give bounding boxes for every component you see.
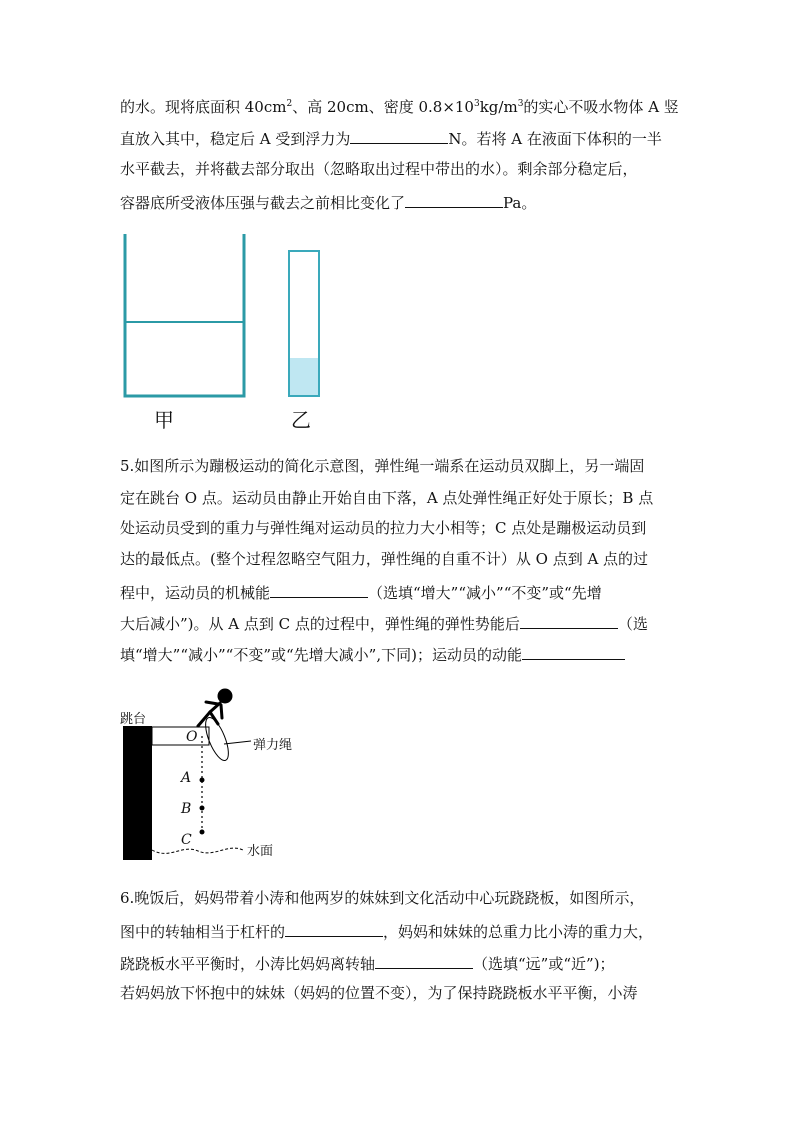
q5-line-1: 5.如图所示为蹦极运动的简化示意图，弹性绳一端系在运动员双脚上，另一端固	[120, 457, 645, 475]
bungee-diagram	[118, 684, 318, 866]
rope-label-leader	[224, 741, 251, 744]
q5-line-3: 处运动员受到的重力与弹性绳对运动员的拉力大小相等；C 点处是蹦极运动员到	[120, 519, 647, 537]
answer-blank-buoyancy[interactable]	[350, 127, 448, 144]
superscript-3b: 3	[517, 99, 524, 109]
q5-line-5: 程中，运动员的机械能 （选填“增大”“减小”“不变”或“先增	[120, 581, 602, 603]
platform-pillar	[123, 726, 152, 860]
platform-ledge	[152, 727, 209, 745]
q4-line-2: 直放入其中，稳定后 A 受到浮力为 N。若将 A 在液面下体积的一半	[120, 127, 662, 149]
water-surface-label: 水面	[247, 844, 274, 859]
container-jia	[125, 234, 244, 396]
point-c-label: C	[181, 832, 192, 848]
point-a-dot	[200, 778, 205, 783]
q4-line-3: 水平截去，并将截去部分取出（忽略取出过程中带出的水）。剩余部分稳定后，	[120, 160, 638, 178]
q5-line-2: 定在跳台 O 点。运动员由静止开始自由下落，A 点处弹性绳正好处于原长；B 点	[120, 489, 654, 507]
point-b-dot	[200, 806, 205, 811]
q4-line-1: 的水。现将底面积 $40cm^2$、高 20cm、密度 $0.8\times 10^3kg/m^3$的实心不吸水物体 A 竖	[120, 98, 679, 116]
rope-label: 弹力绳	[253, 738, 293, 753]
superscript-2: 2	[286, 99, 293, 109]
water-surface-line	[152, 848, 243, 853]
platform-label: 跳台	[120, 712, 147, 727]
jumper-head	[218, 689, 233, 704]
q6-line-4: 若妈妈放下怀抱中的妹妹（妈妈的位置不变），为了保持跷跷板水平平衡，小涛	[120, 984, 638, 1002]
q6-line-1: 6.晚饭后，妈妈带着小涛和他两岁的妹妹到文化活动中心玩跷跷板，如图所示，	[120, 889, 645, 907]
q5-line-6: 大后减小”)。从 A 点到 C 点的过程中，弹性绳的弹性势能后 （选	[120, 612, 648, 634]
label-jia: 甲	[154, 408, 174, 432]
point-c-dot	[200, 830, 205, 835]
q6-line-2: 图中的转轴相当于杠杆的 ，妈妈和妹妹的总重力比小涛的重力大，	[120, 920, 653, 942]
jumper-body	[198, 702, 222, 726]
q4-line-4: 容器底所受液体压强与截去之前相比变化了 Pa。	[120, 191, 536, 213]
answer-blank-distance[interactable]	[375, 952, 473, 969]
answer-blank-fulcrum[interactable]	[285, 920, 383, 937]
container-figure	[110, 228, 340, 433]
point-o-label: O	[186, 729, 198, 745]
q5-line-7: 填“增大”“减小”“不变”或“先增大减小”,下同)；运动员的动能	[120, 643, 625, 665]
tube-water	[290, 358, 318, 395]
superscript-3: 3	[473, 99, 480, 109]
answer-blank-elastic-energy[interactable]	[520, 612, 618, 629]
point-b-label: B	[181, 801, 192, 817]
q6-line-3: 跷跷板水平平衡时，小涛比妈妈离转轴 （选填“远”或“近”)；	[120, 952, 615, 974]
answer-blank-pressure[interactable]	[405, 191, 503, 208]
point-a-label: A	[181, 770, 192, 786]
q5-line-4: 达的最低点。(整个过程忽略空气阻力，弹性绳的自重不计）从 O 点到 A 点的过	[120, 550, 649, 568]
answer-blank-mechanical-energy[interactable]	[270, 581, 368, 598]
answer-blank-kinetic-energy[interactable]	[522, 643, 625, 660]
label-yi: 乙	[291, 408, 311, 432]
